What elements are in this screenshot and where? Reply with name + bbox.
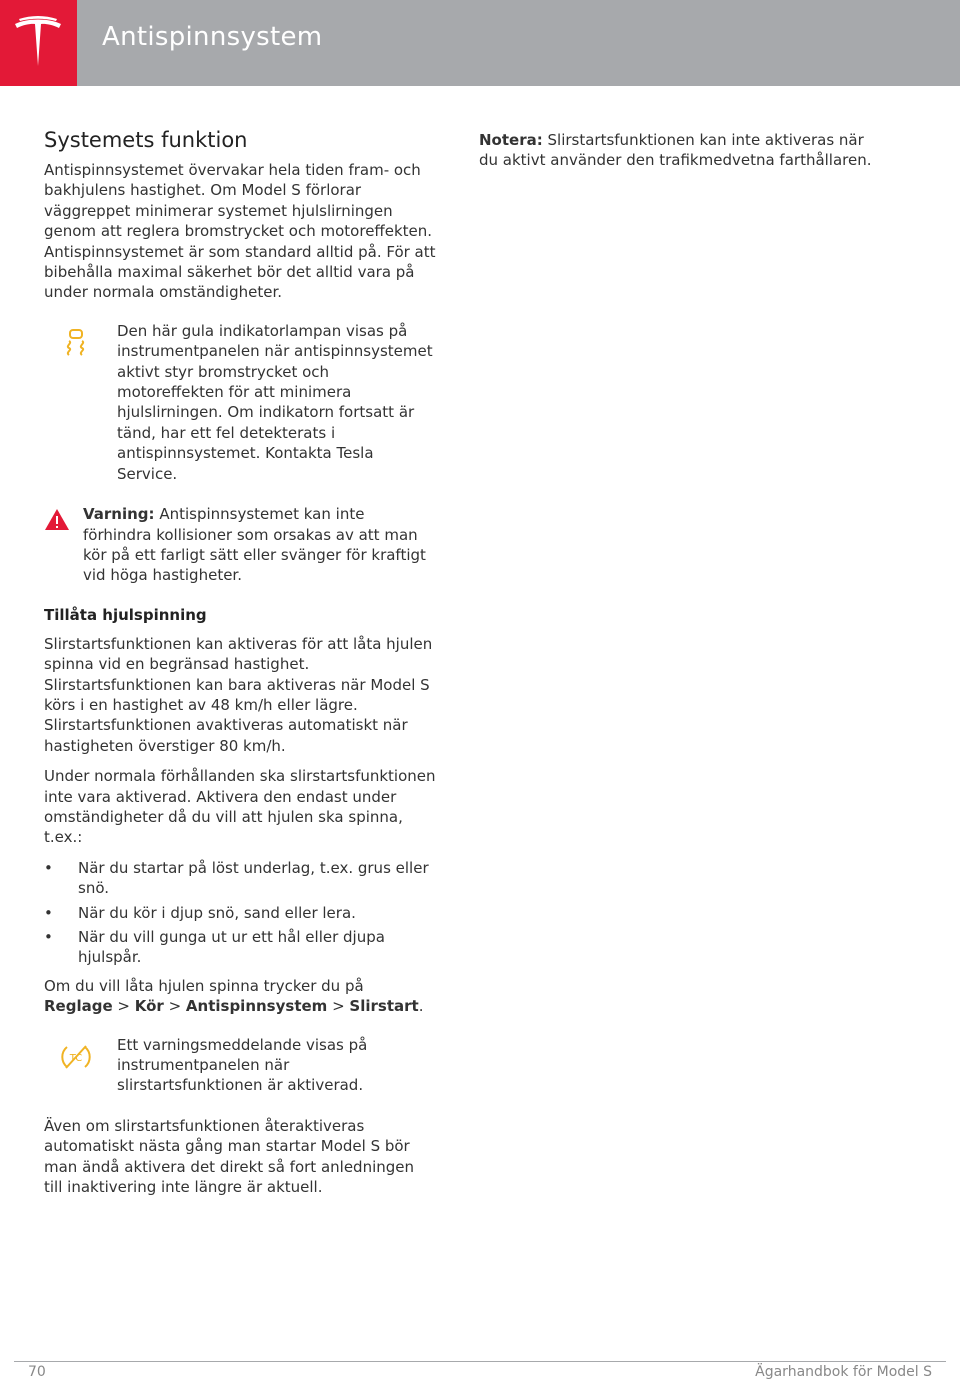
indicator-text: Den här gula indikatorlampan visas på instrumentpanelen när antispinnsystemet aktivt styr bromstrycket och motoreffekten för att minimera hjulslirningen. Om indikatorn fortsatt är tänd, har ett fel detekterats i antispinnsystemet. Kontakta Tesla Service.: [117, 321, 433, 483]
warning-note: [44, 504, 436, 586]
right-column: [479, 130, 879, 171]
warning-label: Varning:: [83, 505, 155, 524]
menu-path-traction: Antispinnsystem: [185, 997, 328, 1016]
slirstart-paragraph: Slirstartsfunktionen kan aktiveras för att låta hjulen spinna vid en begränsad hastighet. Slirstartsfunktionen kan bara aktiveras när Model S körs i en hastighet av 48 km/h eller lägre. Slirstartsfunktionen avaktiveras automatiskt när hastigheten överstiger 80 km/h.: [44, 634, 433, 755]
menu-path-drive: Kör: [134, 997, 164, 1016]
warning-body: Antispinnsystemet kan inte förhindra kollisioner som orsakas av att man kör på ett farligt sätt eller svänger för kraftigt vid höga hastigheter.: [83, 505, 426, 585]
subsection-title: Tillåta hjulspinning: [44, 605, 207, 624]
menu-path-end: .: [418, 997, 424, 1016]
logo-box: [0, 0, 77, 86]
page-number: 70: [28, 1364, 46, 1380]
traction-control-icon: [60, 327, 92, 363]
menu-path-sep: >: [327, 997, 350, 1016]
intro-paragraph: Antispinnsystemet övervakar hela tiden fram- och bakhjulens hastighet. Om Model S förlorar väggreppet minimerar systemet hjulslirningen genom att reglera bromstrycket och motoreffekten. Antispinnsystemet är som standard alltid på. För att bibehålla maximal säkerhet bör det alltid vara på under normala omständigheter.: [44, 161, 436, 302]
left-column: [44, 128, 436, 1197]
footer-title: Ägarhandbok för Model S: [755, 1364, 932, 1380]
section-title: Systemets funktion: [44, 128, 248, 152]
traction-control-off-icon: [60, 1041, 92, 1077]
note-body: Slirstartsfunktionen kan inte aktiveras när du aktivt använder den trafikmedvetna farthållaren.: [479, 131, 872, 170]
slipstart-indicator-note: [44, 1035, 436, 1096]
warning-text: [83, 504, 436, 586]
menu-path-sep: >: [112, 997, 135, 1016]
tesla-logo-icon: [13, 16, 63, 70]
conditions-list: [44, 858, 436, 968]
page-title: Antispinnsystem: [102, 22, 323, 52]
list-item: • När du vill gunga ut ur ett hål eller djupa hjulspår.: [44, 927, 436, 968]
warning-triangle-icon: [44, 508, 70, 535]
indicator-note: [44, 321, 436, 484]
menu-path-intro: Om du vill låta hjulen spinna trycker du på: [44, 976, 364, 995]
footer-divider: [14, 1361, 946, 1362]
menu-path-controls: Reglage: [44, 997, 113, 1016]
svg-text:TC: TC: [69, 1052, 83, 1064]
list-item: • När du startar på löst underlag, t.ex. grus eller snö.: [44, 858, 436, 899]
note-text: [479, 130, 879, 171]
normal-conditions-paragraph: Under normala förhållanden ska slirstartsfunktionen inte vara aktiverad. Aktivera den endast under omständigheter då du vill att hjulen ska spinna, t.ex.:: [44, 767, 436, 847]
list-item: • När du kör i djup snö, sand eller lera.: [44, 903, 436, 923]
page-header: [0, 0, 960, 86]
reactivation-paragraph: Även om slirstartsfunktionen återaktiveras automatiskt nästa gång man startar Model S bör man ändå aktivera det direkt så fort anledningen till inaktivering inte längre är aktuell.: [44, 1116, 415, 1197]
menu-path-slipstart: Slirstart: [349, 997, 419, 1016]
menu-path-paragraph: [44, 976, 436, 1017]
note-label: Notera:: [479, 131, 543, 149]
menu-path-sep: >: [163, 997, 186, 1016]
slipstart-indicator-text: Ett varningsmeddelande visas på instrumentpanelen när slirstartsfunktionen är aktiverad.: [117, 1035, 368, 1095]
